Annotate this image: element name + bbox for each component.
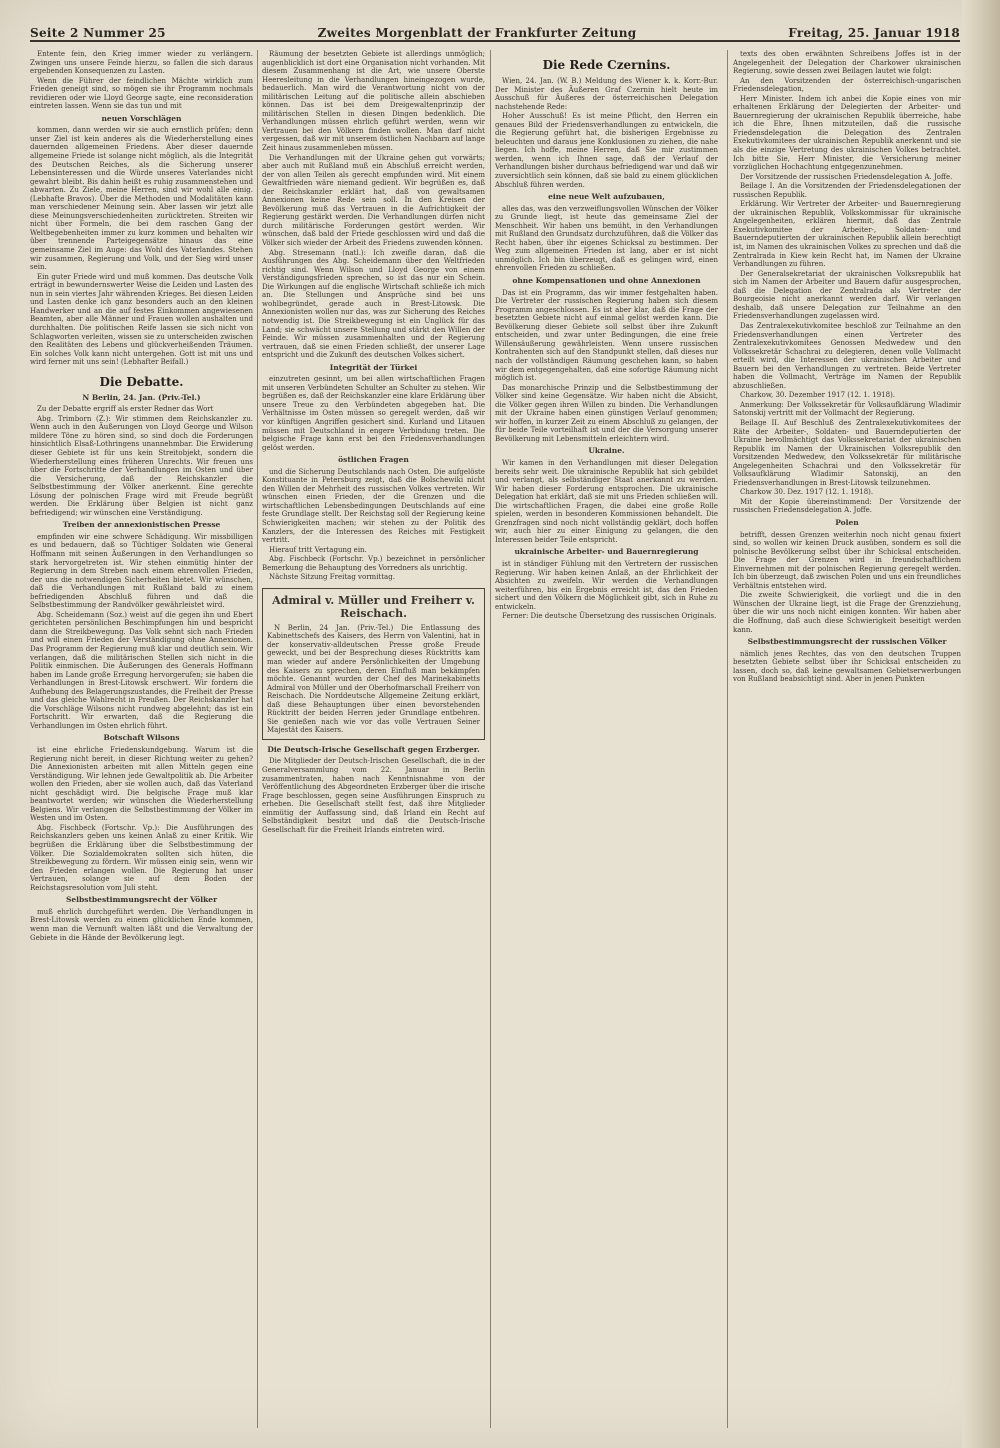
article-paragraph: Die Mitglieder der Deutsch-Irischen Gesellschaft, die in der Generalversammlung vom 22. Januar in Berlin zusammentraten, haben nach Kenntnisnahme von der Veröffentlichung des Abgeordneten Erzberger über die irische Frage beschlossen, gegen seine Ausführungen Einspruch zu erheben. Die Gesellschaft stellt fest, daß ihre Mitglieder einmütig der Auffassung sind, daß Irland ein Recht auf Selbständigkeit besitzt und daß die Deutsch-Irische Gesellschaft für die Freiheit Irlands eintreten wird.	[262, 757, 485, 834]
article-paragraph: Beilage I. An die Vorsitzenden der Friedensdelegationen der russischen Republik.	[733, 182, 961, 199]
article-paragraph: Charkow, 30. Dezember 1917 (12. 1. 1918).	[740, 391, 896, 400]
article-paragraph: Ferner: Die deutsche Übersetzung des russischen Originals.	[502, 612, 717, 621]
article-paragraph: Die Verhandlungen mit der Ukraine gehen gut vorwärts; aber auch mit Rußland muß ein Abschluß erreicht werden, der von allen Teilen als gerecht empfunden wird. Mit einem Gewaltfrieden wäre niemand gedient. Wir begrüßen es, daß der Reichskanzler erklärt hat, daß von gewaltsamen Annexionen keine Rede sein soll. In den Kreisen der Bevölkerung muß das Vertrauen in die Aufrichtigkeit der Regierung gestärkt werden. Die Verhandlungen dürfen nicht durch militärische Forderungen gestört werden. Wir wünschen, daß bald der Friede geschlossen wird und daß die Völker sich wieder der Arbeit des Friedens zuwenden können.	[262, 153, 485, 248]
article-headline: Admiral v. Müller und Freiherr v. Reischach.	[272, 593, 475, 620]
boxed-article	[262, 588, 485, 740]
article-paragraph: ist in ständiger Fühlung mit den Vertretern der russischen Regierung. Wir haben keinen Anlaß, an der Ehrlichkeit der Absichten zu zweifeln. Wir werden die Verhandlungen weiterführen, bis ein Ergebnis erreicht ist, das den Frieden sichert und den Völkern die Möglichkeit gibt, sich in Ruhe zu entwickeln.	[495, 559, 718, 611]
article-paragraph: betrifft, dessen Grenzen weiterhin noch nicht genau fixiert sind, so wollen wir keinen Druck ausüben, sondern es soll die polnische Bevölkerung selbst über ihr Schicksal entscheiden. Die Frage der Grenzen wird in freundschaftlichem Einvernehmen mit der polnischen Regierung geregelt werden. Ich bin überzeugt, daß zwischen Polen und uns ein freundliches Verhältnis entstehen wird.	[733, 530, 961, 590]
article-paragraph: Abg. Scheidemann (Soz.) weist auf die gegen ihn und Ebert gerichteten persönlichen Beschimpfungen hin und bespricht dann die Streikbewegung. Das Volk sehnt sich nach Frieden und will einen Frieden der Verständigung ohne Annexionen. Das Programm der Regierung muß klar und deutlich sein. Wir verlangen, daß die militärischen Stellen sich nicht in die Politik einmischen. Die Äußerungen des Generals Hoffmann haben im Lande große Erregung hervorgerufen; sie haben die Verhandlungen in Brest-Litowsk erschwert. Wir fordern die Aufhebung des Belagerungszustandes, die Freiheit der Presse und das gleiche Wahlrecht in Preußen. Der Reichskanzler hat die Vorschläge Wilsons nicht rundweg abgelehnt; das ist ein Fortschritt. Wir erwarten, daß die Regierung die Verhandlungen im Osten ehrlich führt.	[30, 610, 253, 730]
article-paragraph: Herr Minister. Indem ich anbei die Kopie eines von mir erhaltenen Erklärung der Delegierten der Arbeiter- und Bauernregierung der ukrainischen Republik überreiche, habe ich die Ehre, Ihnen mitzuteilen, daß die russische Friedensdelegation die Delegation des Zentralen Exekutivkomitees der ukrainischen Republik anerkennt und sie als die einzige Vertretung des ukrainischen Volkes betrachtet. Ich bitte Sie, Herr Minister, die Versicherung meiner vorzüglichen Hochachtung entgegenzunehmen.	[733, 94, 961, 172]
article-paragraph: und die Sicherung Deutschlands nach Osten. Die aufgelöste Konstituante in Petersburg zeigt, daß die Bolschewiki nicht den Willen der Mehrheit des russischen Volkes vertreten. Wir wünschen einen Frieden, der die Grenzen und die wirtschaftlichen Lebensbedingungen Deutschlands auf eine feste Grundlage stellt. Der Reichstag soll der Regierung keine Schwierigkeiten machen; wir stehen zu der Politik des Kanzlers, der die Interessen des Reiches mit Festigkeit vertritt.	[262, 467, 485, 545]
section-subheading: ohne Kompensationen und ohne Annexionen	[512, 276, 701, 286]
article-headline: Die Rede Czernins.	[542, 58, 671, 72]
article-paragraph: empfinden wir eine schwere Schädigung. Wir missbilligen es und bedauern, daß so Tüchtiger Soldaten wie General Hoffmann mit seinen Äußerungen in den Verhandlungen so stark hervorgetreten ist. Wir stehen einmütig hinter der Regierung in dem Streben nach einem ehrenvollen Frieden, der uns die notwendigen Sicherheiten bietet. Wir wünschen, daß die Verhandlungen mit Rußland bald zu einem befriedigenden Abschluß führen und daß die Selbstbestimmung der Randvölker gewährleistet wird.	[30, 532, 253, 610]
section-subheading: östlichen Fragen	[338, 455, 409, 465]
header-page-number: Seite 2 Nummer 25	[30, 26, 166, 40]
article-paragraph: N Berlin, 24 Jan. (Priv.-Tel.) Die Entlassung des Kabinettschefs des Kaisers, des Herrn von Valentini, hat in der konservativ-alldeutschen Presse große Freude geweckt, und bei der Besprechung dieses Rücktritts kam man wieder auf andere Persönlichkeiten der Umgebung des Kaisers zu sprechen, deren Einfluß man bekämpfen möchte. Genannt wurden der Chef des Marinekabinetts Admiral von Müller und der Oberhofmarschall Freiherr von Reischach. Die Norddeutsche Allgemeine Zeitung erklärt, daß diese Behauptungen über einen bevorstehenden Rücktritt der beiden Herren jeder Grundlage entbehren. Sie genießen nach wie vor das volle Vertrauen Seiner Majestät des Kaisers.	[267, 623, 480, 735]
section-subheading: ukrainische Arbeiter- und Bauernregierung	[514, 547, 699, 557]
article-paragraph: Abg. Fischbeck (Fortschr. Vp.): Die Ausführungen des Reichskanzlers geben uns keinen Anlaß zu einer Kritik. Wir begrüßen die Erklärung über die Selbstbestimmung der Völker. Die Sozialdemokraten sollten sich hüten, die Streikbewegung zu fördern. Wir müssen einig sein, wenn wir den Frieden erlangen wollen. Die Regierung hat unser Vertrauen, solange sie auf dem Boden der Reichstagsresolution vom Juli steht.	[30, 823, 253, 892]
article-paragraph: Ein guter Friede wird und muß kommen. Das deutsche Volk erträgt in bewundernswerter Weise die Leiden und Lasten des nun in sein viertes Jahr währenden Krieges. Bei diesen Leiden und Lasten denke ich ganz besonders auch an den kleinen Handwerker und an die auf festes Einkommen angewiesenen Beamten, aber alle Männer und Frauen wollen aushalten und durchhalten. Die politischen Reife lassen sie sich nicht von Schlagworten verleiten, wissen sie zu unterscheiden zwischen den Realitäten des Lebens und glückverheißenden Träumen. Ein solches Volk kann nicht untergehen. Gott ist mit uns und wird ferner mit uns sein! (Lebhafter Beifall.)	[30, 272, 253, 367]
section-subheading: N Berlin, 24. Jan. (Priv.-Tel.)	[82, 392, 201, 402]
article-paragraph: kommen, dann werden wir sie auch ernstlich prüfen; denn unser Ziel ist kein anderes als die Wiederherstellung eines dauernden allgemeinen Friedens. Aber dieser dauernde allgemeine Friede ist solange nicht möglich, als die Integrität des Deutschen Reiches, als die Sicherung unserer Lebensinteressen und die Würde unseres Vaterlandes nicht gewahrt bleibt. Bis dahin heißt es ruhig zusammenstehen und abwarten. Zu Ziele, meine Herren, sind wir wohl alle einig. (Lebhafte Bravos). Über die Methoden und Modalitäten kann man verschiedener Meinung sein. Aber lassen wir jetzt alle diese Meinungsverschiedenheiten zurücktreten. Streiten wir nicht über Formeln, die bei dem raschen Gang der Weltbegebenheiten immer zu kurz kommen und behalten wir über trennende Parteigegensätze hinaus das eine gemeinsame Ziel im Auge: das Wohl des Vaterlandes. Stehen wir zusammen, Regierung und Volk, und der Sieg wird unser sein.	[30, 126, 253, 272]
article-paragraph: Anmerkung: Der Volkssekretär für Volksaufklärung Wladimir Satonskij vertritt mit der Vollmacht der Regierung.	[733, 400, 961, 418]
article-paragraph: Entente fein, den Krieg immer wieder zu verlängern. Zwingen uns unsere Feinde hierzu, so fallen die sich daraus ergebenden Konsequenzen zu Lasten.	[30, 50, 253, 76]
section-subheading: eine neue Welt aufzubauen,	[548, 192, 665, 202]
article-paragraph: Zu der Debatte ergriff als erster Redner das Wort	[37, 405, 214, 414]
article-paragraph: Beilage II. Auf Beschluß des Zentralexekutivkomitees der Räte der Arbeiter-, Soldaten- und Bauerndeputierten der Ukraine bevollmächtigt das Volkssekretariat der ukrainischen Republik im Namen der Ukrainischen Volksrepublik den Vorsitzenden Medwedew, den Volkssekretär für militärische Angelegenheiten Schachrai und den Volkssekretär für Volksaufklärung Wladimir Satonskij, an den Friedensverhandlungen in Brest-Litowsk teilzunehmen.	[733, 418, 961, 487]
page-header	[30, 20, 960, 42]
article-paragraph: Das monarchische Prinzip und die Selbstbestimmung der Völker sind keine Gegensätze. Wir haben nicht die Absicht, die Völker gegen ihren Willen zu binden. Die Verhandlungen mit der Ukraine haben einen günstigen Verlauf genommen; wir hoffen, in kurzer Zeit zu einem Abschluß zu gelangen, der für beide Teile vorteilhaft ist und der die Versorgung unserer Bevölkerung mit Lebensmitteln erleichtern wird.	[495, 383, 718, 443]
article-paragraph: Nächste Sitzung Freitag vormittag.	[269, 573, 395, 582]
article-paragraph: Abg. Stresemann (natl.): Ich zweifle daran, daß die Ausführungen des Abg. Scheidemann über den Weltfrieden richtig sind. Wenn Wilson und Lloyd George von einem Verständigungsfrieden sprechen, so ist das nur ein Schein. Die Wirkungen auf die englische Wirtschaft schließe ich mich an. Die Stellungen und Ansprüche sind bei uns wohlbegründet, gerade auch in Brest-Litowsk. Die Annexionisten wollen nur das, was zur Sicherung des Reiches notwendig ist. Die Streikbewegung ist ein Unglück für das Land; sie schwächt unsere Stellung und stärkt den Willen der Feinde. Wir müssen zusammenhalten und der Regierung vertrauen, daß sie einen Frieden schließt, der unserer Lage entspricht und die Zukunft des deutschen Volkes sichert.	[262, 248, 485, 360]
article-paragraph: alles das, was den verzweiflungsvollen Wünschen der Völker zu Grunde liegt, ist heute das gemeinsame Ziel der Menschheit. Wir haben uns bemüht, in den Verhandlungen mit Rußland den Grundsatz durchzuführen, daß die Völker das Recht haben, über ihr eigenes Schicksal zu bestimmen. Der Weg zum allgemeinen Frieden ist lang, aber er ist nicht unmöglich. Ich bin überzeugt, daß es gelingen wird, einen ehrenvollen Frieden zu schließen.	[495, 204, 718, 273]
article-paragraph: Erklärung. Wir Vertreter der Arbeiter- und Bauernregierung der ukrainischen Republik, Volkskommissar für ukrainische Angelegenheiten, erklären hiermit, daß das Zentrale Exekutivkomitee der Arbeiter-, Soldaten- und Bauerndeputierten der ukrainischen Republik allein berechtigt ist, im Namen des ukrainischen Volkes zu sprechen und daß die Zentralrada in Kiew kein Recht hat, im Namen der Ukraine Verhandlungen zu führen.	[733, 200, 961, 269]
article-headline: Die Debatte.	[99, 374, 184, 389]
article-paragraph: Räumung der besetzten Gebiete ist allerdings unmöglich; augenblicklich ist dort eine Organisation nicht vorhanden. Mit diesem Zusammenhang ist die Art, wie unsere Oberste Heeresleitung in die Verhandlungen hineingezogen wurde, bedauerlich. Man wird die Verantwortung nicht von der militärischen Leitung auf die politische allein abschieben können. Das ist bei dem Dreigewaltenprinzip der militärischen Stellen in diesen Dingen bedenklich. Die Verhandlungen müssen ehrlich geführt werden, wenn wir Vertrauen bei den Völkern finden wollen. Man darf nicht vergessen, daß wir mit unserem östlichen Nachbarn auf lange Zeit hinaus zusammenleben müssen.	[262, 50, 485, 153]
article-paragraph: Wir kamen in den Verhandlungen mit dieser Delegation bereits sehr weit. Die ukrainische Republik hat sich gebildet und verlangt, als selbständiger Staat anerkannt zu werden. Wir haben dieser Forderung entsprochen. Die ukrainische Delegation hat erklärt, daß sie mit uns Frieden schließen will. Die wirtschaftlichen Fragen, die dabei eine große Rolle spielen, werden in besonderen Kommissionen behandelt. Die Grenzfragen sind noch nicht vollständig geklärt, doch hoffen wir, auch hier zu einer Einigung zu gelangen, die den Interessen beider Teile entspricht.	[495, 458, 718, 544]
article-paragraph: Der Vorsitzende der russischen Friedensdelegation A. Joffe.	[740, 172, 953, 181]
column-rule	[257, 50, 258, 1428]
article-paragraph: Hierauf tritt Vertagung ein.	[269, 545, 367, 554]
column-rule	[727, 50, 728, 1428]
article-paragraph: Hoher Ausschuß! Es ist meine Pflicht, den Herren ein genaues Bild der Friedensverhandlungen zu entwickeln, die die Regierung geführt hat, die bisherigen Ergebnisse zu beleuchten und daraus jene Konklusionen zu ziehen, die nahe liegen. Ich hoffe, meine Herren, daß Sie mir zustimmen werden, wenn ich Ihnen sage, daß der Verlauf der Verhandlungen bisher durchaus befriedigend war und daß wir zuversichtlich sein können, daß sie bald zu einem glücklichen Abschluß führen werden.	[495, 112, 718, 189]
section-subheading: Selbstbestimmungsrecht der russischen Völker	[747, 637, 947, 647]
article-paragraph: Charkow 30. Dez. 1917 (12. 1. 1918).	[740, 488, 874, 497]
column-4	[733, 50, 961, 1425]
column-2	[262, 50, 485, 1425]
article-paragraph: An den Vorsitzenden der österreichisch-ungarischen Friedensdelegation,	[733, 76, 961, 94]
section-subheading: Botschaft Wilsons	[103, 733, 180, 743]
article-paragraph: Wien, 24. Jan. (W. B.) Meldung des Wiener k. k. Korr.-Bur. Der Minister des Äußeren Graf Czernin hielt heute im Ausschuß für Äußeres der österreichischen Delegation nachstehende Rede:	[495, 77, 718, 111]
article-paragraph: Abg. Trimborn (Z.): Wir stimmen dem Reichskanzler zu. Wenn auch in den Äußerungen von Lloyd George und Wilson mildere Töne zu hören sind, so sind doch die Forderungen hinsichtlich Elsaß-Lothringens unannehmbar. Die Erwiderung dieser Gebiete ist für uns kein Streitobjekt, sondern die Wiederherstellung eines früheren Unrechts. Wir freuen uns über die Fortschritte der Verhandlungen im Osten und über die Versicherung, daß der Reichskanzler die Selbstbestimmung der Völker anerkennt. Eine gerechte Lösung der polnischen Frage wird mit Freude begrüßt werden. Die Erklärung über Belgien ist nicht ganz befriedigend; wir wünschen eine Verständigung.	[30, 414, 253, 517]
article-paragraph: nämlich jenes Rechtes, das von den deutschen Truppen besetzten Gebiete selbst über ihr Schicksal entscheiden zu lassen, doch so, daß keine gewaltsamen Gebietserwerbungen von Rußland beabsichtigt sind. Aber in jenen Punkten	[733, 649, 961, 684]
section-subheading: Integrität der Türkei	[329, 362, 418, 372]
article-paragraph: einzutreten gesinnt, um bei allen wirtschaftlichen Fragen mit unseren Verbündeten Schulter an Schulter zu stehen. Wir begrüßen es, daß der Reichskanzler eine klare Erklärung über unsere Treue zu den Verbündeten abgegeben hat. Die Verhältnisse im Osten müssen so geregelt werden, daß wir vor künftigen Angriffen gesichert sind. Kurland und Litauen müssen mit Deutschland in engere Verbindung treten. Die belgische Frage kann erst bei den Friedensverhandlungen gelöst werden.	[262, 375, 485, 452]
article-paragraph: Wenn die Führer der feindlichen Mächte wirklich zum Frieden geneigt sind, so mögen sie ihr Programm nochmals revidieren oder wie Lloyd George sagte, eine reconsideration eintreten lassen. Wenn sie das tun und mit	[30, 76, 253, 111]
column-1	[30, 50, 253, 1425]
article-paragraph: Der Generalsekretariat der ukrainischen Volksrepublik hat sich im Namen der Arbeiter und Bauern dafür ausgesprochen, daß die Delegation der Zentralrada als Vertreter der Bourgeoisie nicht anerkannt werden darf. Wir verlangen deshalb, daß unsere Delegation zur Teilnahme an den Friedensverhandlungen zugelassen wird.	[733, 269, 961, 321]
article-paragraph: Abg. Fischbeck (Fortschr. Vp.) bezeichnet in persönlicher Bemerkung die Behauptung des Vorredners als unrichtig.	[262, 555, 485, 572]
section-subheading: Selbstbestimmungsrecht der Völker	[65, 895, 218, 905]
article-paragraph: ist eine ehrliche Friedenskundgebung. Warum ist die Regierung nicht bereit, in dieser Richtung weiter zu gehen? Die Annexionisten arbeiten mit allen Mitteln gegen eine Verständigung. Wir lehnen jede Gewaltpolitik ab. Die Arbeiter wollen den Frieden, aber sie wollen auch, daß das Vaterland nicht geschädigt wird. Die belgische Frage muß klar beantwortet werden; wir wünschen die Wiederherstellung Belgiens. Wir verlangen die Selbstbestimmung der Völker im Westen und im Osten.	[30, 746, 253, 823]
column-rule	[490, 50, 491, 1428]
section-subheading: Treiben der annexionistischen Presse	[62, 520, 221, 530]
section-subheading: Ukraine.	[588, 446, 625, 456]
column-3	[495, 50, 718, 1425]
header-date: Freitag, 25. Januar 1918	[788, 26, 960, 40]
section-subheading: Polen	[835, 517, 859, 527]
page-edge	[962, 0, 1000, 1448]
article-paragraph: Das Zentralexekutivkomitee beschloß zur Teilnahme an den Friedensverhandlungen einen Vertreter des Zentralexekutivkomitees Genossen Medwedew und den Volkssekretär Schachrai zu delegieren, denen volle Vollmacht erteilt wird, die Interessen der ukrainischen Arbeiter und Bauern bei den Verhandlungen zu vertreten. Beide Vertreter haben die Vollmacht, Verträge im Namen der Republik abzuschließen.	[733, 321, 961, 390]
article-paragraph: texts des oben erwähnten Schreibens Joffes ist in der Angelegenheit der Delegation der Charkower ukrainischen Regierung, sowie dessen zwei Beilagen lautet wie folgt:	[733, 50, 961, 76]
article-paragraph: Das ist ein Programm, das wir immer festgehalten haben. Die Vertreter der russischen Regierung haben sich diesem Programm angeschlossen. Es ist aber klar, daß die Frage der besetzten Gebiete nicht auf einmal gelöst werden kann. Die Bevölkerung dieser Gebiete soll selbst über ihre Zukunft entscheiden, und zwar unter Bedingungen, die eine freie Willensäußerung gewährleisten. Wenn unsere russischen Kontrahenten sich auf den Standpunkt stellen, daß dieses nur nach der vollständigen Räumung geschehen kann, so haben wir dem entgegengehalten, daß eine sofortige Räumung nicht möglich ist.	[495, 288, 718, 383]
article-paragraph: Die zweite Schwierigkeit, die vorliegt und die in den Wünschen der Ukraine liegt, ist die Frage der Grenzziehung, über die wir uns noch nicht einigen konnten. Wir haben aber die Hoffnung, daß auch diese Schwierigkeit beseitigt werden kann.	[733, 591, 961, 634]
article-paragraph: Mit der Kopie übereinstimmend: Der Vorsitzende der russischen Friedensdelegation A. Joffe.	[733, 497, 961, 515]
header-masthead: Zweites Morgenblatt der Frankfurter Zeitung	[317, 26, 637, 40]
article-paragraph: muß ehrlich durchgeführt werden. Die Verhandlungen in Brest-Litowsk werden zu einem glücklichen Ende kommen, wenn man die Vernunft walten läßt und die Verwaltung der Gebiete in die Hände der Bevölkerung legt.	[30, 907, 253, 942]
section-subheading: Die Deutsch-Irische Gesellschaft gegen Erzberger.	[267, 744, 480, 754]
section-subheading: neuen Vorschlägen	[101, 113, 182, 123]
